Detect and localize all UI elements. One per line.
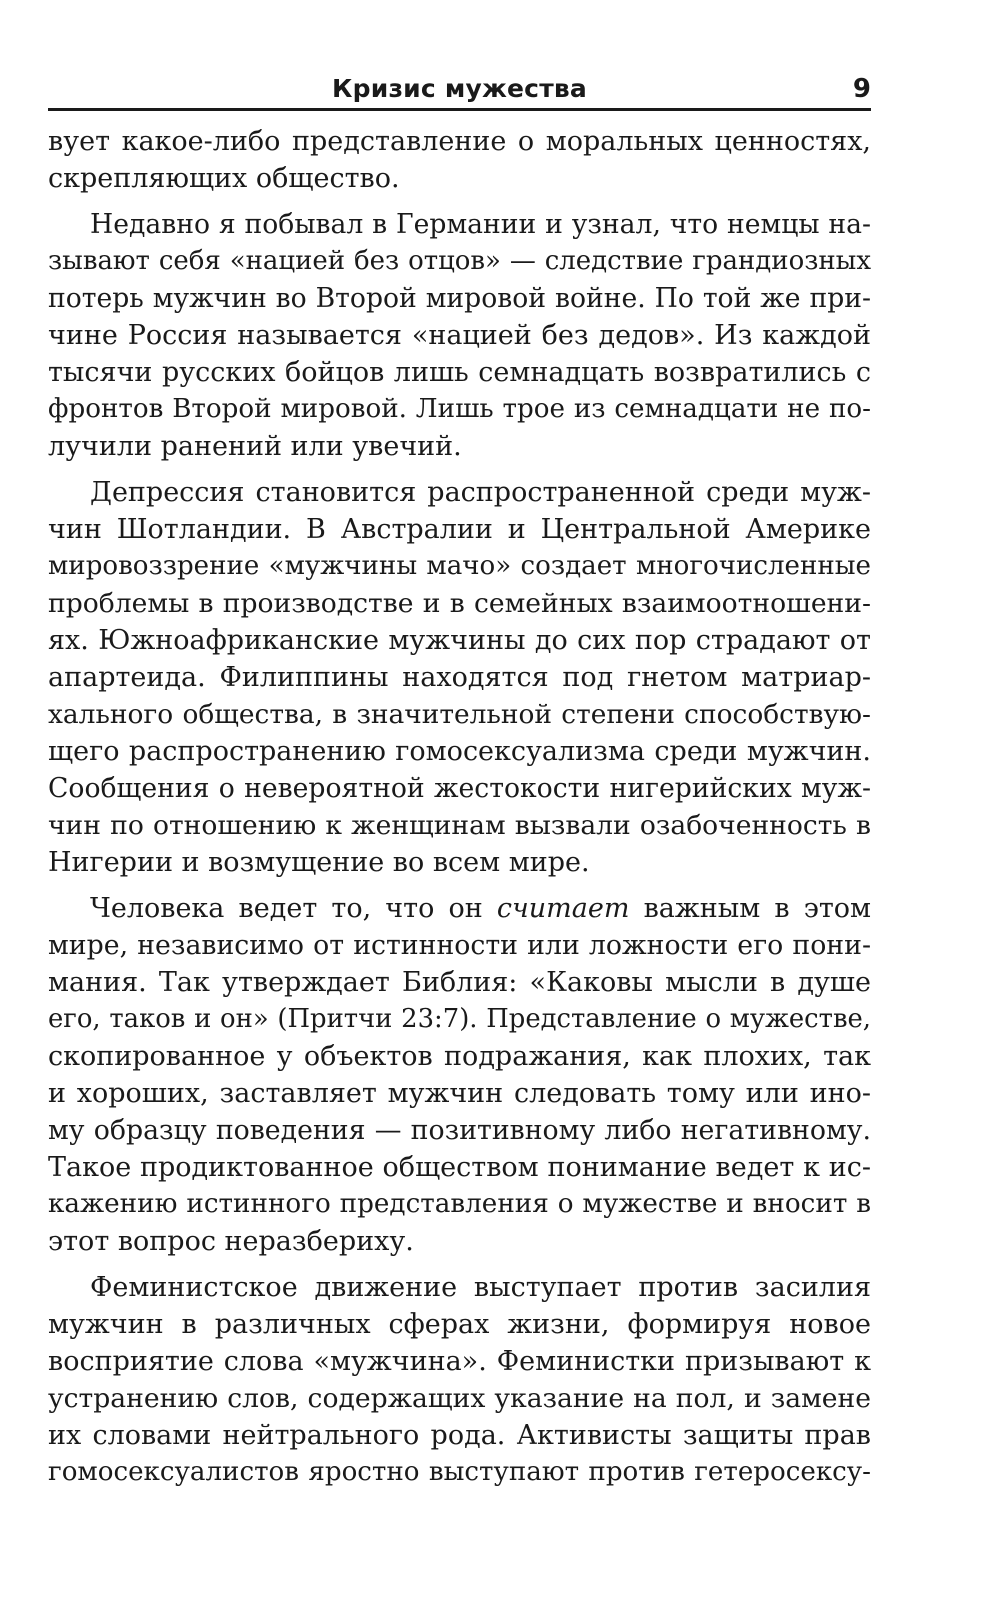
text-line: скрепляющих общество. xyxy=(48,163,400,194)
text-line: вует какое-либо представление о моральных ценностях, xyxy=(48,126,871,157)
paragraph xyxy=(48,1269,871,1491)
text-line: чин по отношению к женщинам вызвали озабоченность в xyxy=(48,810,871,841)
text-line: восприятие слова «мужчина». Феминистки призывают к xyxy=(48,1346,871,1377)
text-line: мире, независимо от истинности или ложности его пони- xyxy=(48,930,871,961)
chapter-title: Кризис мужества xyxy=(332,74,587,103)
text-line: гомосексуалистов яростно выступают против гетеросексу- xyxy=(48,1457,871,1487)
text-line: кажению истинного представления о мужестве и вносит в xyxy=(48,1189,871,1219)
paragraph xyxy=(48,474,871,881)
text-line: хального общества, в значительной степени способствую- xyxy=(48,699,871,730)
text-line: Недавно я побывал в Германии и узнал, что немцы на- xyxy=(90,209,871,240)
text-line: этот вопрос неразбериху. xyxy=(48,1226,414,1257)
paragraph xyxy=(48,123,871,197)
text-run: важным в этом xyxy=(629,893,872,924)
text-line: зывают себя «нацией без отцов» — следствие грандиозных xyxy=(48,246,871,276)
text-line: Нигерии и возмущение во всем мире. xyxy=(48,847,590,878)
text-line: ях. Южноафриканские мужчины до сих пор страдают от xyxy=(48,625,871,656)
page-number: 9 xyxy=(852,74,871,104)
text-line: му образцу поведения — позитивному либо негативному. xyxy=(48,1115,871,1146)
paragraph xyxy=(48,206,871,465)
text-line: Феминистское движение выступает против засилия xyxy=(90,1272,871,1303)
text-line: лучили ранений или увечий. xyxy=(48,431,462,462)
text-line: чин Шотландии. В Австралии и Центральной Америке xyxy=(48,514,871,545)
text-line: Сообщения о невероятной жестокости нигерийских муж- xyxy=(48,773,871,804)
text-line: мировоззрение «мужчины мачо» создает многочисленные xyxy=(48,551,871,581)
text-line: апартеида. Филиппины находятся под гнетом матриар- xyxy=(48,662,871,693)
text-line: фронтов Второй мировой. Лишь трое из семнадцати не по- xyxy=(48,394,871,424)
text-line: Депрессия становится распространенной среди муж- xyxy=(90,477,871,508)
emphasized-word: считает xyxy=(496,893,630,924)
text-line: устранению слов, содержащих указание на пол, и замене xyxy=(48,1383,871,1414)
text-line: мания. Так утверждает Библия: «Каковы мысли в душе xyxy=(48,967,871,998)
text-line: Такое продиктованное обществом понимание ведет к ис- xyxy=(48,1152,871,1183)
paragraph xyxy=(48,890,871,1260)
text-line: тысячи русских бойцов лишь семнадцать возвратились с xyxy=(48,357,871,388)
running-header xyxy=(48,62,871,111)
text-line: чине Россия называется «нацией без дедов». Из каждой xyxy=(48,320,871,351)
text-line: потерь мужчин во Второй мировой войне. По той же при- xyxy=(48,283,871,314)
text-line: скопированное у объектов подражания, как плохих, так xyxy=(48,1041,871,1072)
text-run: Человека ведет то, что он xyxy=(90,893,497,924)
text-line: и хороших, заставляет мужчин следовать тому или ино- xyxy=(48,1078,871,1109)
text-line: щего распространению гомосексуализма среди мужчин. xyxy=(48,736,871,767)
text-line: проблемы в производстве и в семейных взаимоотношени- xyxy=(48,588,871,619)
body-text xyxy=(48,123,871,1491)
text-line: мужчин в различных сферах жизни, формируя новое xyxy=(48,1309,871,1340)
book-page xyxy=(48,62,871,1500)
text-line: их словами нейтрального рода. Активисты защиты прав xyxy=(48,1420,871,1451)
text-line xyxy=(48,890,871,927)
text-line: его, таков и он» (Притчи 23:7). Представление о мужестве, xyxy=(48,1004,871,1034)
